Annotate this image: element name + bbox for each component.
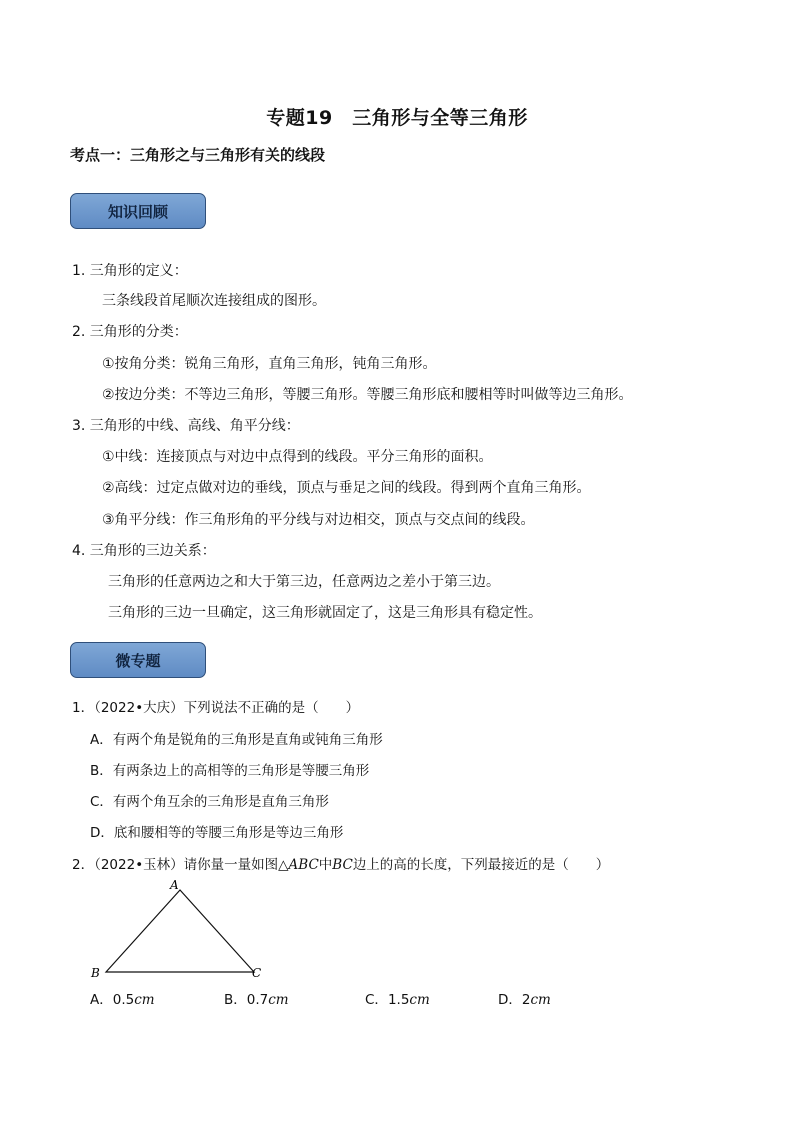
question-2-option-a: A．0.5cm bbox=[90, 992, 155, 1008]
topic-heading: 考点一：三角形之与三角形有关的线段 bbox=[70, 146, 326, 164]
triangle-abc-figure bbox=[86, 874, 276, 984]
question-2-option-d: D．2cm bbox=[498, 992, 551, 1008]
side-relation-text: 三角形的任意两边之和大于第三边，任意两边之差小于第三边。 bbox=[108, 574, 500, 590]
page-title: 专题19 三角形与全等三角形 bbox=[266, 107, 528, 129]
classification-by-side: ②按边分类：不等边三角形，等腰三角形。等腰三角形底和腰相等时叫做等边三角形。 bbox=[102, 387, 633, 403]
median-text: ①中线：连接顶点与对边中点得到的线段。平分三角形的面积。 bbox=[102, 449, 493, 465]
definition-heading: 1. 三角形的定义： bbox=[72, 263, 188, 279]
bisector-text: ③角平分线：作三角形角的平分线与对边相交，顶点与交点间的线段。 bbox=[102, 512, 535, 528]
question-1-option-a: A．有两个角是锐角的三角形是直角或钝角三角形 bbox=[90, 732, 383, 748]
section-badge-knowledge-review: 知识回顾 bbox=[70, 193, 206, 229]
altitude-text: ②高线：过定点做对边的垂线，顶点与垂足之间的线段。得到两个直角三角形。 bbox=[102, 480, 591, 496]
vertex-label-c: C bbox=[252, 966, 262, 980]
stability-text: 三角形的三边一旦确定，这三角形就固定了，这是三角形具有稳定性。 bbox=[108, 605, 542, 621]
triangle-abc bbox=[106, 890, 254, 972]
question-2-option-b: B．0.7cm bbox=[224, 992, 289, 1008]
question-2-stem: 2．（2022•玉林）请你量一量如图△ABC中BC边上的高的长度，下列最接近的是（ ） bbox=[72, 857, 610, 873]
classification-heading: 2. 三角形的分类： bbox=[72, 324, 188, 340]
lines-heading: 3. 三角形的中线、高线、角平分线： bbox=[72, 418, 300, 434]
question-1-option-b: B．有两条边上的高相等的三角形是等腰三角形 bbox=[90, 763, 370, 779]
question-1-stem: 1．（2022•大庆）下列说法不正确的是（ ） bbox=[72, 700, 360, 716]
section-badge-micro-topic: 微专题 bbox=[70, 642, 206, 678]
question-1-option-c: C．有两个角互余的三角形是直角三角形 bbox=[90, 794, 329, 810]
question-2-option-c: C．1.5cm bbox=[365, 992, 430, 1008]
question-1-option-d: D．底和腰相等的等腰三角形是等边三角形 bbox=[90, 825, 344, 841]
classification-by-angle: ①按角分类：锐角三角形，直角三角形，钝角三角形。 bbox=[102, 356, 437, 372]
definition-text: 三条线段首尾顺次连接组成的图形。 bbox=[102, 293, 326, 309]
vertex-label-a: A bbox=[170, 878, 179, 892]
vertex-label-b: B bbox=[91, 966, 100, 980]
side-relation-heading: 4. 三角形的三边关系： bbox=[72, 543, 216, 559]
